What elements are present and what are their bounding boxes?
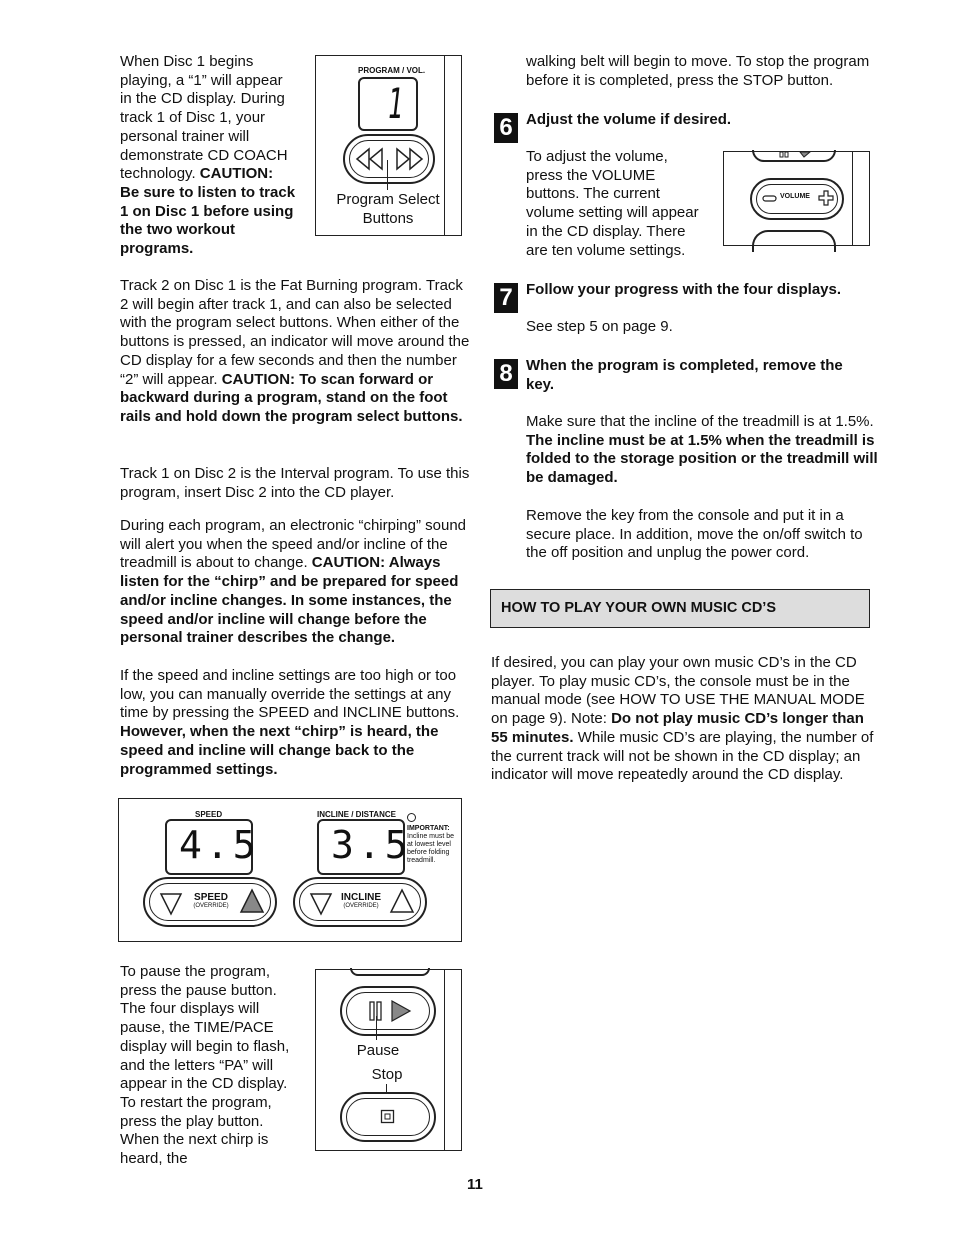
chirp-paragraph: [120, 517, 472, 648]
override-paragraph: [120, 667, 472, 779]
program-vol-header: PROGRAM / VOL.: [358, 66, 426, 75]
step-7-heading-text: Follow your progress with the four displays.: [526, 281, 842, 298]
step-8-number: 8: [494, 359, 518, 389]
track2-paragraph: [120, 277, 472, 427]
step-7-heading: [526, 281, 876, 300]
music-paragraph: [491, 654, 877, 785]
incline-btn-text: INCLINE: [341, 892, 381, 903]
continued-paragraph: walking belt will begin to move. To stop the program before it is completed, press the STOP button.: [526, 53, 870, 89]
override-bold: However, when the next “chirp” is heard, the speed and incline will change back to the programmed settings.: [120, 723, 439, 778]
volume-label: VOLUME: [780, 193, 810, 200]
stop-icon[interactable]: [380, 1109, 396, 1125]
speed-up-icon[interactable]: [239, 888, 265, 914]
important-label: IMPORTANT:: [407, 825, 450, 832]
page-number: 11: [467, 1176, 483, 1193]
music-bold: Do not play music CD’s longer than 55 minutes.: [491, 710, 864, 746]
step-7-number: 7: [494, 283, 518, 313]
incline-up-icon[interactable]: [389, 888, 415, 914]
track2-caution: CAUTION: To scan forward or backward during a program, stand on the foot rails and hold down the program select buttons.: [120, 370, 463, 425]
speed-header: SPEED: [195, 810, 223, 819]
rewind-icon[interactable]: [355, 147, 385, 171]
music-text-2: While music CD’s are playing, the number of the current track will not be shown in the CD display; an indicator will move repeatedly around the CD display.: [491, 728, 874, 784]
panel-right-edge: [852, 152, 853, 245]
incline-button-label: [339, 892, 383, 909]
override-text: If the speed and incline settings are too high or too low, you can manually override the settings at any time by pressing the SPEED and INCLINE buttons.: [120, 667, 460, 722]
bottom-button-edge: [752, 230, 836, 252]
callout-line: [387, 160, 388, 190]
pause-play-partial-icon: [776, 152, 816, 160]
speed-display: [165, 819, 260, 875]
fast-forward-icon[interactable]: [395, 147, 425, 171]
incline-display-value: 3.5: [331, 823, 412, 867]
volume-up-icon[interactable]: [818, 190, 834, 206]
music-text-1: If desired, you can play your own music CD’s in the CD player. To play music CD’s, the console must be in the manual mode (see HOW TO USE THE MANUAL MODE on page 9). Note:: [491, 654, 865, 728]
incline-display: [317, 819, 412, 875]
step-6-number: 6: [494, 113, 518, 143]
pause-play-button-inner: [346, 992, 430, 1030]
pause-callout-line: [376, 1016, 377, 1040]
step-8-heading-text: When the program is completed, remove the key.: [526, 357, 843, 393]
speed-button-label: [189, 892, 233, 909]
step-8-bold: The incline must be at 1.5% when the treadmill is folded to the storage position or the treadmill will be damaged.: [526, 431, 878, 487]
step-6-heading-text: Adjust the volume if desired.: [526, 111, 732, 128]
cd-display: [358, 77, 418, 131]
speed-display-value: 4.5: [179, 823, 260, 867]
program-select-buttons[interactable]: [343, 134, 435, 184]
speed-btn-text: SPEED: [194, 892, 228, 903]
important-text: Incline must be at lowest level before folding treadmill.: [407, 833, 455, 864]
pause-paragraph: To pause the program, press the pause button. The four displays will pause, the TIME/PACE display will begin to flash, and the letters “PA” will appear in the CD display. To restart the program, press the play button. When the next chirp is heard, the: [120, 963, 290, 1168]
incline-button[interactable]: [293, 877, 427, 927]
program-select-figure: [315, 55, 462, 236]
section-title: HOW TO PLAY YOUR OWN MUSIC CD’S: [501, 600, 776, 616]
step-6-body: To adjust the volume, press the VOLUME buttons. The current volume setting will appear in the CD display. There are ten volume settings.: [526, 148, 699, 259]
panel-right-edge: [444, 970, 445, 1150]
incline-down-icon[interactable]: [309, 891, 333, 917]
intro-paragraph: [120, 53, 296, 259]
stop-label: Stop: [371, 1066, 403, 1083]
step-6-heading: [526, 111, 876, 130]
stop-button[interactable]: [340, 1092, 436, 1142]
step-8-body: [526, 413, 878, 488]
top-button-edge: [350, 968, 430, 976]
intro-text: When Disc 1 begins playing, a “1” will appear in the CD display. During track 1 of Disc 1, your personal trainer will demonstrate CD COACH technology.: [120, 53, 288, 183]
chirp-text: During each program, an electronic “chirping” sound will alert you when the speed and/or incline of the treadmill is about to change.: [120, 517, 467, 572]
step-8-text: Make sure that the incline of the treadmill is at 1.5%.: [526, 413, 874, 430]
track2-text: Track 2 on Disc 1 is the Fat Burning program. Track 2 will begin after track 1, and can also be selected with the program select buttons. When either of the buttons is pressed, an indicator will move around the CD display for a few seconds and then the number “2” will appear.: [120, 277, 470, 388]
step-7-body: See step 5 on page 9.: [526, 318, 673, 335]
speed-override-text: (OVERRIDE): [193, 903, 229, 909]
speed-button[interactable]: [143, 877, 277, 927]
volume-button[interactable]: [750, 178, 844, 220]
cd-display-value: 1: [387, 79, 403, 128]
play-icon[interactable]: [390, 999, 412, 1023]
important-note: [407, 825, 459, 865]
step-8-heading: [526, 357, 866, 394]
disc2-paragraph: Track 1 on Disc 2 is the Interval program. To use this program, insert Disc 2 into the CD player.: [120, 465, 470, 501]
pause-stop-figure: [315, 969, 462, 1151]
pause-label: Pause: [356, 1042, 400, 1059]
pause-play-button[interactable]: [340, 986, 436, 1036]
step-8-body-2: Remove the key from the console and put it in a secure place. In addition, move the on/off switch to the off position and unplug the power cord.: [526, 507, 863, 562]
chirp-caution: CAUTION: Always listen for the “chirp” and be prepared for speed and/or incline changes. In some instances, the speed and/or incline will change before the personal trainer describes the change.: [120, 554, 459, 647]
indicator-dot: [407, 813, 416, 822]
volume-figure: [723, 151, 870, 246]
incline-override-text: (OVERRIDE): [343, 903, 379, 909]
intro-caution: CAUTION: Be sure to listen to track 1 on Disc 1 before using the two workout programs.: [120, 165, 296, 258]
speed-incline-figure: [118, 798, 462, 942]
section-title-box: [490, 589, 870, 628]
program-select-caption: Program Select Buttons: [336, 191, 440, 227]
incline-distance-header: INCLINE / DISTANCE: [317, 810, 396, 819]
speed-down-icon[interactable]: [159, 891, 183, 917]
volume-down-icon[interactable]: [762, 193, 778, 205]
